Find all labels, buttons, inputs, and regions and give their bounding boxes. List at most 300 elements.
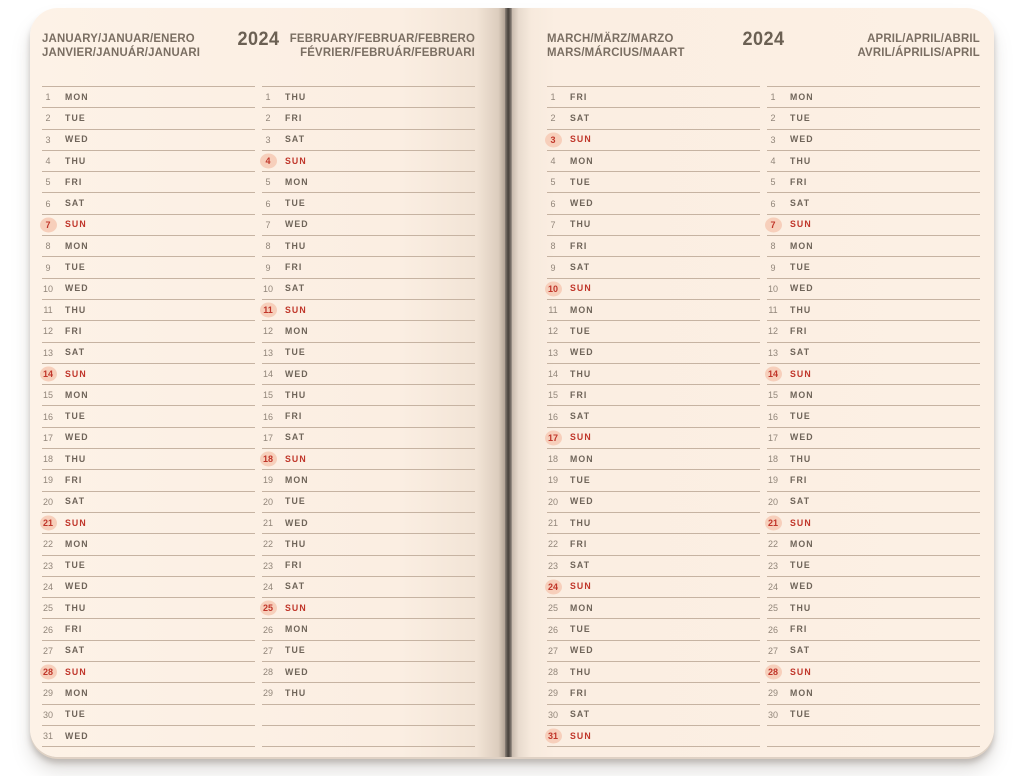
- day-row-february-19: [262, 470, 475, 491]
- day-abbreviation: WED: [285, 368, 309, 380]
- day-number: 22: [262, 539, 273, 550]
- day-number: 6: [770, 198, 776, 209]
- day-number: 23: [262, 560, 273, 571]
- day-abbreviation: SUN: [790, 517, 812, 529]
- day-abbreviation: TUE: [65, 709, 86, 721]
- day-row-april-25: [767, 598, 980, 619]
- day-number: 3: [45, 134, 51, 145]
- day-row-april-13: [767, 343, 980, 364]
- day-row-march-14: [547, 364, 760, 385]
- month-name-line: MARS/MÁRCIUS/MAART: [547, 44, 685, 59]
- month-name-line: JANVIER/JANUÁR/JANUARI: [42, 44, 201, 59]
- year-label: 2024: [237, 29, 280, 50]
- day-number: 25: [767, 603, 778, 614]
- day-number: 21: [547, 518, 558, 529]
- day-row-february-18: [262, 449, 475, 470]
- day-row-april-20: [767, 492, 980, 513]
- day-abbreviation: WED: [570, 198, 594, 210]
- day-number: 1: [770, 92, 776, 103]
- day-row-january-2: [42, 108, 255, 129]
- day-number: 15: [767, 390, 778, 401]
- day-number: 20: [767, 496, 778, 507]
- day-number: 10: [767, 283, 778, 294]
- day-row-april-4: [767, 151, 980, 172]
- day-number: 20: [262, 496, 273, 507]
- day-number: 29: [547, 688, 558, 699]
- day-row-march-26: [547, 619, 760, 640]
- day-number: 5: [770, 177, 776, 188]
- day-abbreviation: WED: [65, 134, 89, 146]
- day-number: 20: [42, 496, 53, 507]
- day-row-january-4: [42, 151, 255, 172]
- day-abbreviation: FRI: [570, 91, 588, 103]
- day-number: 4: [770, 156, 776, 167]
- day-row-february-12: [262, 321, 475, 342]
- day-abbreviation: FRI: [790, 624, 808, 636]
- day-abbreviation: SAT: [285, 283, 306, 295]
- day-abbreviation: THU: [65, 453, 87, 465]
- day-row-april-6: [767, 193, 980, 214]
- day-number: 27: [767, 645, 778, 656]
- day-abbreviation: SUN: [65, 368, 87, 380]
- day-columns-right-page: [547, 86, 980, 747]
- day-number: 8: [550, 241, 556, 252]
- day-row-january-28: [42, 662, 255, 683]
- day-row-march-2: [547, 108, 760, 129]
- day-number: 27: [42, 645, 53, 656]
- day-row-april-15: [767, 385, 980, 406]
- day-row-april-23: [767, 556, 980, 577]
- day-row-january-6: [42, 193, 255, 214]
- day-row-january-23: [42, 556, 255, 577]
- day-number: 11: [768, 305, 778, 316]
- day-row-february-11: [262, 300, 475, 321]
- day-row-march-31: [547, 726, 760, 747]
- month-name-line: APRIL/APRIL/ABRIL: [867, 31, 980, 45]
- day-row-march-20: [547, 492, 760, 513]
- empty-row: [262, 726, 475, 747]
- day-number: 8: [770, 241, 776, 252]
- day-row-january-14: [42, 364, 255, 385]
- day-abbreviation: TUE: [285, 496, 306, 508]
- day-abbreviation: FRI: [285, 560, 303, 572]
- day-abbreviation: THU: [790, 304, 812, 316]
- day-row-march-22: [547, 534, 760, 555]
- day-number: 13: [262, 347, 273, 358]
- day-abbreviation: WED: [790, 283, 814, 295]
- day-number: 29: [767, 688, 778, 699]
- day-row-april-17: [767, 428, 980, 449]
- day-number: 2: [265, 113, 271, 124]
- day-number: 12: [767, 326, 778, 337]
- day-abbreviation: MON: [790, 538, 814, 550]
- day-abbreviation: SUN: [570, 432, 592, 444]
- day-abbreviation: WED: [65, 432, 89, 444]
- day-row-march-30: [547, 705, 760, 726]
- day-abbreviation: SUN: [285, 304, 307, 316]
- day-row-march-4: [547, 151, 760, 172]
- day-abbreviation: THU: [570, 368, 592, 380]
- day-row-march-24: [547, 577, 760, 598]
- day-abbreviation: SAT: [65, 645, 86, 657]
- day-number: 24: [547, 581, 558, 592]
- day-row-january-31: [42, 726, 255, 747]
- day-abbreviation: WED: [65, 730, 89, 742]
- day-abbreviation: TUE: [65, 411, 86, 423]
- day-row-february-28: [262, 662, 475, 683]
- page-header-left: [42, 8, 475, 86]
- day-row-january-12: [42, 321, 255, 342]
- day-row-january-8: [42, 236, 255, 257]
- day-abbreviation: FRI: [790, 325, 808, 337]
- day-row-march-16: [547, 406, 760, 427]
- page-header-right: [547, 8, 980, 86]
- day-number: 23: [42, 560, 53, 571]
- month-column-february: [262, 86, 475, 747]
- day-row-march-8: [547, 236, 760, 257]
- day-row-april-21: [767, 513, 980, 534]
- day-abbreviation: SAT: [285, 432, 306, 444]
- day-abbreviation: WED: [790, 581, 814, 593]
- day-number: 18: [547, 454, 558, 465]
- day-number: 12: [547, 326, 558, 337]
- day-number: 12: [42, 326, 53, 337]
- day-row-february-29: [262, 683, 475, 704]
- day-abbreviation: MON: [790, 240, 814, 252]
- day-row-january-20: [42, 492, 255, 513]
- day-row-april-26: [767, 619, 980, 640]
- day-abbreviation: WED: [570, 645, 594, 657]
- day-row-january-17: [42, 428, 255, 449]
- day-number: 24: [42, 581, 53, 592]
- day-abbreviation: FRI: [65, 176, 83, 188]
- day-abbreviation: THU: [285, 687, 307, 699]
- day-row-april-2: [767, 108, 980, 129]
- day-abbreviation: MON: [570, 453, 594, 465]
- day-row-april-1: [767, 87, 980, 108]
- day-number: 12: [262, 326, 273, 337]
- day-number: 2: [45, 113, 51, 124]
- day-number: 1: [265, 92, 271, 103]
- day-abbreviation: FRI: [570, 389, 588, 401]
- day-row-january-24: [42, 577, 255, 598]
- day-number: 19: [767, 475, 778, 486]
- day-abbreviation: TUE: [790, 411, 811, 423]
- day-row-february-25: [262, 598, 475, 619]
- day-number: 9: [770, 262, 776, 273]
- day-row-february-22: [262, 534, 475, 555]
- day-abbreviation: FRI: [570, 240, 588, 252]
- year-label: 2024: [742, 29, 785, 50]
- day-number: 7: [550, 219, 556, 230]
- month-column-april: [767, 86, 980, 747]
- day-abbreviation: SUN: [285, 602, 307, 614]
- day-row-march-25: [547, 598, 760, 619]
- day-abbreviation: THU: [285, 240, 307, 252]
- day-number: 28: [42, 667, 53, 678]
- day-row-march-11: [547, 300, 760, 321]
- day-abbreviation: WED: [65, 283, 89, 295]
- day-abbreviation: MON: [570, 304, 594, 316]
- day-number: 23: [767, 560, 778, 571]
- day-number: 16: [547, 411, 558, 422]
- day-number: 7: [45, 219, 51, 230]
- day-abbreviation: MON: [790, 389, 814, 401]
- day-number: 16: [767, 411, 778, 422]
- day-number: 26: [262, 624, 273, 635]
- day-number: 21: [42, 518, 53, 529]
- day-row-january-18: [42, 449, 255, 470]
- day-number: 1: [550, 92, 556, 103]
- day-abbreviation: TUE: [570, 624, 591, 636]
- day-abbreviation: WED: [285, 219, 309, 231]
- day-abbreviation: SUN: [570, 134, 592, 146]
- day-abbreviation: THU: [285, 538, 307, 550]
- day-row-april-10: [767, 279, 980, 300]
- day-abbreviation: WED: [65, 581, 89, 593]
- day-number: 29: [262, 688, 273, 699]
- month-name-line: JANUARY/JANUAR/ENERO: [42, 31, 195, 45]
- day-number: 21: [767, 518, 778, 529]
- day-number: 22: [767, 539, 778, 550]
- day-abbreviation: MON: [570, 602, 594, 614]
- day-row-january-21: [42, 513, 255, 534]
- day-number: 19: [262, 475, 273, 486]
- day-number: 4: [45, 156, 51, 167]
- day-number: 8: [45, 241, 51, 252]
- day-abbreviation: TUE: [65, 262, 86, 274]
- day-abbreviation: FRI: [65, 474, 83, 486]
- day-row-march-7: [547, 215, 760, 236]
- day-row-january-19: [42, 470, 255, 491]
- day-number: 7: [770, 219, 776, 230]
- day-row-april-24: [767, 577, 980, 598]
- day-number: 11: [548, 305, 558, 316]
- day-row-march-1: [547, 87, 760, 108]
- day-row-march-23: [547, 556, 760, 577]
- day-row-february-7: [262, 215, 475, 236]
- day-abbreviation: MON: [285, 325, 309, 337]
- day-row-april-18: [767, 449, 980, 470]
- day-abbreviation: SUN: [570, 581, 592, 593]
- day-abbreviation: SAT: [285, 134, 306, 146]
- day-row-february-3: [262, 130, 475, 151]
- day-abbreviation: THU: [570, 219, 592, 231]
- day-abbreviation: WED: [570, 496, 594, 508]
- day-abbreviation: SUN: [65, 219, 87, 231]
- day-number: 26: [767, 624, 778, 635]
- day-number: 14: [42, 369, 53, 379]
- day-abbreviation: FRI: [285, 112, 303, 124]
- day-abbreviation: THU: [570, 517, 592, 529]
- day-abbreviation: MON: [285, 474, 309, 486]
- day-abbreviation: SUN: [285, 453, 307, 465]
- day-row-february-8: [262, 236, 475, 257]
- day-number: 28: [262, 667, 273, 678]
- day-number: 5: [45, 177, 51, 188]
- day-number: 21: [262, 518, 273, 529]
- day-row-february-10: [262, 279, 475, 300]
- day-number: 9: [265, 262, 271, 273]
- day-number: 27: [262, 645, 273, 656]
- day-abbreviation: SAT: [790, 198, 811, 210]
- day-row-march-17: [547, 428, 760, 449]
- day-abbreviation: SAT: [65, 496, 86, 508]
- day-row-february-17: [262, 428, 475, 449]
- day-number: 14: [262, 369, 273, 379]
- day-abbreviation: MON: [65, 687, 89, 699]
- day-abbreviation: FRI: [570, 687, 588, 699]
- day-abbreviation: WED: [790, 134, 814, 146]
- day-number: 1: [45, 92, 51, 103]
- day-abbreviation: FRI: [790, 176, 808, 188]
- day-row-april-29: [767, 683, 980, 704]
- day-number: 10: [42, 283, 53, 294]
- day-row-january-16: [42, 406, 255, 427]
- day-abbreviation: SUN: [570, 730, 592, 742]
- day-abbreviation: SUN: [790, 219, 812, 231]
- day-number: 28: [767, 667, 778, 678]
- day-abbreviation: SAT: [570, 262, 591, 274]
- day-row-march-13: [547, 343, 760, 364]
- day-abbreviation: SAT: [570, 709, 591, 721]
- day-row-february-26: [262, 619, 475, 640]
- day-number: 25: [547, 603, 558, 614]
- day-abbreviation: THU: [790, 453, 812, 465]
- day-abbreviation: SUN: [65, 666, 87, 678]
- day-row-february-16: [262, 406, 475, 427]
- day-abbreviation: TUE: [570, 176, 591, 188]
- day-row-january-26: [42, 619, 255, 640]
- page-right: [512, 8, 994, 757]
- day-row-march-21: [547, 513, 760, 534]
- day-number: 17: [262, 432, 273, 443]
- planner-notebook: [30, 8, 994, 757]
- day-abbreviation: MON: [570, 155, 594, 167]
- day-number: 14: [547, 369, 558, 379]
- day-abbreviation: TUE: [790, 112, 811, 124]
- day-abbreviation: FRI: [65, 325, 83, 337]
- day-row-february-4: [262, 151, 475, 172]
- day-abbreviation: FRI: [790, 474, 808, 486]
- day-number: 11: [43, 305, 53, 316]
- month-name-line: AVRIL/ÁPRILIS/APRIL: [857, 44, 980, 59]
- day-number: 11: [263, 305, 273, 316]
- empty-row: [767, 726, 980, 747]
- day-number: 10: [262, 283, 273, 294]
- day-abbreviation: THU: [285, 389, 307, 401]
- day-number: 18: [767, 454, 778, 465]
- day-row-february-9: [262, 257, 475, 278]
- day-abbreviation: MON: [65, 389, 89, 401]
- page-left: [30, 8, 505, 757]
- day-number: 30: [767, 709, 778, 720]
- day-number: 6: [265, 198, 271, 209]
- day-number: 14: [767, 369, 778, 379]
- day-row-april-22: [767, 534, 980, 555]
- day-row-march-15: [547, 385, 760, 406]
- day-row-january-1: [42, 87, 255, 108]
- day-number: 7: [265, 219, 271, 230]
- day-row-january-13: [42, 343, 255, 364]
- day-row-january-3: [42, 130, 255, 151]
- day-number: 9: [550, 262, 556, 273]
- day-number: 2: [770, 113, 776, 124]
- day-abbreviation: THU: [65, 602, 87, 614]
- day-abbreviation: TUE: [570, 474, 591, 486]
- day-number: 27: [547, 645, 558, 656]
- day-abbreviation: TUE: [570, 325, 591, 337]
- day-abbreviation: TUE: [65, 560, 86, 572]
- day-row-january-25: [42, 598, 255, 619]
- day-row-february-23: [262, 556, 475, 577]
- day-row-january-7: [42, 215, 255, 236]
- day-number: 16: [262, 411, 273, 422]
- day-number: 30: [42, 709, 53, 720]
- day-row-march-3: [547, 130, 760, 151]
- day-abbreviation: MON: [65, 538, 89, 550]
- day-row-april-12: [767, 321, 980, 342]
- day-row-april-14: [767, 364, 980, 385]
- day-number: 5: [265, 177, 271, 188]
- day-abbreviation: MON: [65, 91, 89, 103]
- day-number: 8: [265, 241, 271, 252]
- day-row-april-9: [767, 257, 980, 278]
- day-abbreviation: SUN: [790, 666, 812, 678]
- day-abbreviation: SUN: [790, 368, 812, 380]
- day-abbreviation: TUE: [285, 645, 306, 657]
- day-number: 16: [42, 411, 53, 422]
- day-row-april-27: [767, 641, 980, 662]
- day-number: 18: [262, 454, 273, 465]
- day-number: 4: [550, 156, 556, 167]
- day-abbreviation: TUE: [285, 198, 306, 210]
- day-abbreviation: WED: [285, 666, 309, 678]
- day-row-march-10: [547, 279, 760, 300]
- day-abbreviation: SAT: [570, 560, 591, 572]
- day-number: 13: [547, 347, 558, 358]
- day-abbreviation: SUN: [65, 517, 87, 529]
- day-row-april-7: [767, 215, 980, 236]
- day-number: 5: [550, 177, 556, 188]
- day-row-march-9: [547, 257, 760, 278]
- day-abbreviation: THU: [65, 304, 87, 316]
- day-row-march-29: [547, 683, 760, 704]
- day-number: 19: [547, 475, 558, 486]
- day-row-january-5: [42, 172, 255, 193]
- day-row-january-10: [42, 279, 255, 300]
- day-number: 25: [262, 603, 273, 614]
- day-row-january-22: [42, 534, 255, 555]
- day-abbreviation: MON: [285, 176, 309, 188]
- month-column-march: [547, 86, 760, 747]
- month-name-line: FÉVRIER/FEBRUÁR/FEBRUARI: [300, 44, 475, 59]
- day-abbreviation: FRI: [65, 624, 83, 636]
- month-header-february: [290, 32, 475, 59]
- day-number: 25: [42, 603, 53, 614]
- day-row-february-27: [262, 641, 475, 662]
- day-number: 23: [547, 560, 558, 571]
- day-abbreviation: FRI: [570, 538, 588, 550]
- day-number: 29: [42, 688, 53, 699]
- day-row-february-13: [262, 343, 475, 364]
- day-row-april-19: [767, 470, 980, 491]
- day-abbreviation: SAT: [570, 112, 591, 124]
- day-abbreviation: THU: [285, 91, 307, 103]
- day-abbreviation: TUE: [65, 112, 86, 124]
- day-abbreviation: SAT: [790, 645, 811, 657]
- day-abbreviation: MON: [285, 624, 309, 636]
